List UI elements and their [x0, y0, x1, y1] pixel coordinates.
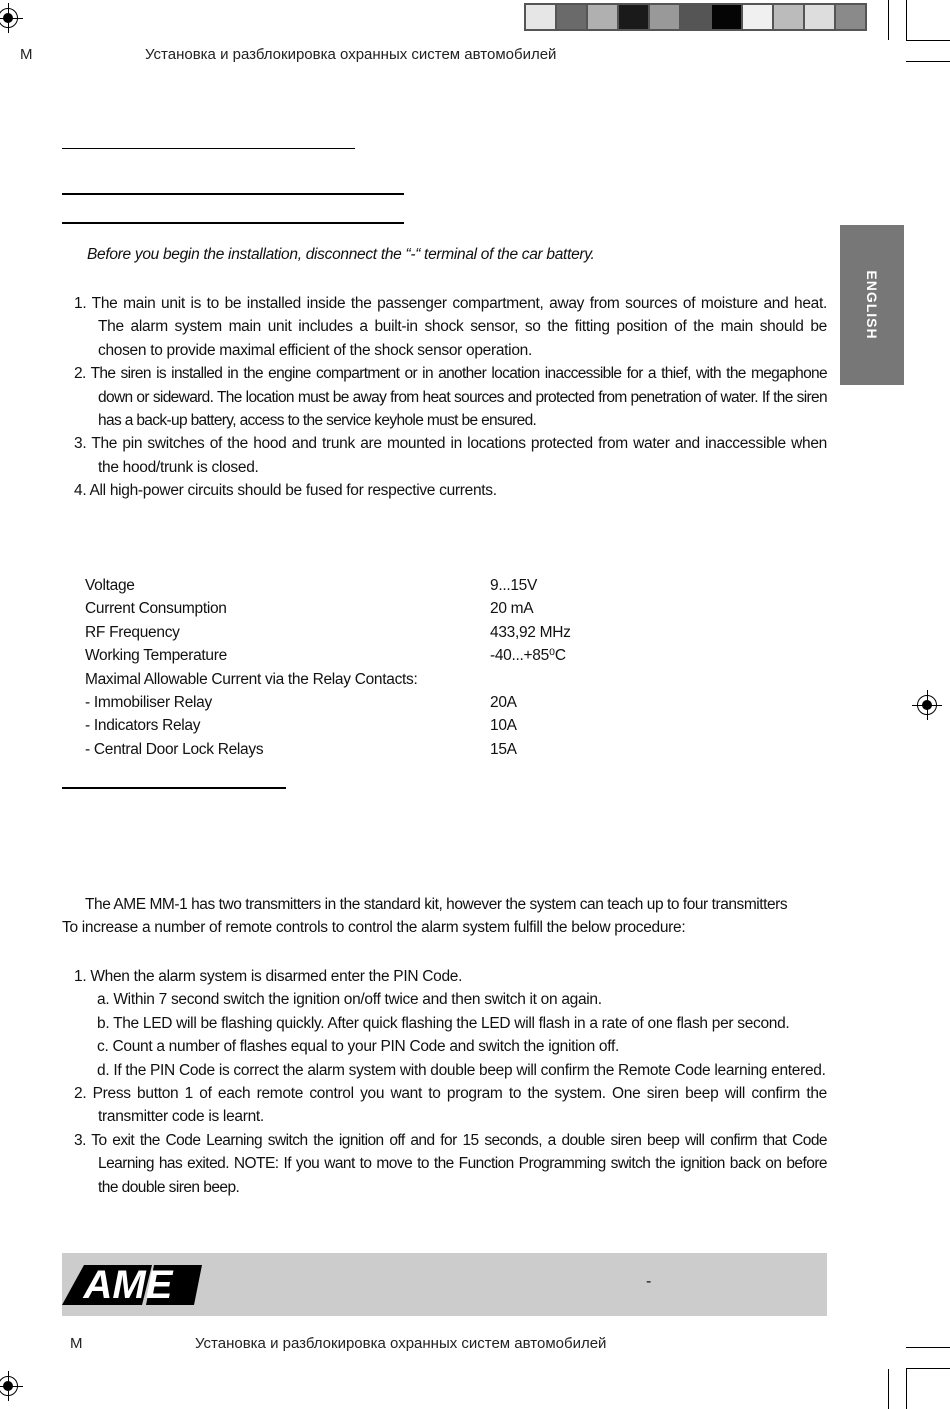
crop-mark [888, 0, 889, 40]
spec-label: - Immobiliser Relay [85, 693, 212, 711]
crop-mark [906, 1347, 950, 1348]
item-number: 4. [74, 482, 87, 500]
spec-row [85, 597, 605, 620]
procedure-step: 3. To exit the Code Learning switch the ignition off and for 15 seconds, a double siren beep will confirm that Code Learning has exited. NOTE: If you want to move to the Function Programming switch the ignition back on before the double siren beep. [74, 1131, 827, 1196]
spec-label: Current Consumption [85, 600, 227, 618]
item-text: The siren is installed in the engine compartment or in another location inaccessible for a thief, with the megaphone down or sideward. The location must be away from heat sources and protected from penetration of water. If the siren has a back-up battery, access to the service keyhole must be ensured. [90, 365, 827, 430]
spec-row [85, 738, 605, 761]
registration-mark-icon [0, 1376, 18, 1396]
spec-row [85, 621, 605, 644]
procedure-step: 2. Press button 1 of each remote control you want to program to the system. One siren beep will confirm the transmitter code is learnt. [74, 1085, 827, 1126]
footer-dash: - [646, 1273, 652, 1290]
color-swatch [526, 5, 557, 29]
procedure-substep [62, 1035, 827, 1058]
color-swatch [743, 5, 774, 29]
color-swatch [836, 5, 865, 29]
substep-text: The LED will be flashing quickly. After quick flashing the LED will flash in a rate of one flash per second. [113, 1014, 790, 1032]
spec-label: - Indicators Relay [85, 717, 201, 735]
spec-row [85, 691, 605, 714]
header-title: Установка и разблокировка охранных систем автомобилей [145, 46, 557, 63]
logo-text: AME [83, 1265, 173, 1305]
substep-letter: a. [97, 991, 110, 1009]
item-number: 3. [74, 435, 87, 453]
list-item [62, 479, 827, 502]
procedure-substep [62, 988, 827, 1011]
procedure-substep [62, 1059, 827, 1082]
spec-row [85, 714, 605, 737]
spec-label: Working Temperature [85, 647, 227, 665]
spec-label: RF Frequency [85, 623, 180, 641]
substep-text: Count a number of flashes equal to your PIN Code and switch the ignition off. [112, 1038, 619, 1056]
registration-mark-icon [917, 695, 937, 715]
installation-list [62, 292, 827, 503]
color-calibration-bar [524, 3, 867, 31]
transmitters-intro: The AME MM-1 has two transmitters in the standard kit, however the system can teach up to four transmitters [85, 896, 788, 913]
color-swatch [681, 5, 712, 29]
language-tab-label: ENGLISH [864, 270, 880, 340]
item-text: All high-power circuits should be fused for respective currents. [89, 482, 497, 500]
color-swatch [712, 5, 743, 29]
footer-title: Установка и разблокировка охранных систем автомобилей [195, 1335, 607, 1352]
spec-value: 10A [490, 717, 517, 735]
language-tab [840, 225, 904, 385]
crop-mark [906, 1368, 950, 1369]
spec-value: 20A [490, 693, 517, 711]
ame-logo [62, 1265, 202, 1305]
color-swatch [588, 5, 619, 29]
spec-row [85, 668, 605, 691]
item-text: The pin switches of the hood and trunk are mounted in locations protected from water and inaccessible when the hood/trunk is closed. [91, 435, 827, 476]
item-text: The main unit is to be installed inside the passenger compartment, away from sources of moisture and heat. The alarm system main unit includes a built-in shock sensor, so the fitting position of the main should be chosen to provide maximal efficient of the shock sensor operation. [91, 295, 827, 359]
substep-letter: c. [97, 1038, 109, 1056]
list-item [62, 292, 827, 362]
color-swatch [650, 5, 681, 29]
crop-mark [906, 0, 907, 40]
color-swatch [805, 5, 836, 29]
crop-mark [888, 1369, 889, 1409]
footer-band [62, 1253, 827, 1316]
footer-letter: M [70, 1335, 83, 1352]
item-number: 2. [74, 365, 86, 383]
crop-mark [906, 61, 950, 62]
spec-value: 20 mA [490, 600, 534, 618]
registration-mark-icon [0, 8, 18, 28]
color-swatch [557, 5, 588, 29]
substep-letter: d. [97, 1061, 110, 1079]
heading-rule [62, 787, 286, 789]
spec-value: 9...15V [490, 577, 538, 594]
spec-row [85, 644, 605, 667]
spec-label: - Central Door Lock Relays [85, 740, 264, 758]
heading-rule [62, 193, 404, 195]
substep-letter: b. [97, 1014, 110, 1032]
spec-value: -40...+85⁰C [490, 647, 566, 665]
transmitters-intro-procedure: To increase a number of remote controls to control the alarm system fulfill the below procedure: [62, 919, 686, 936]
procedure-list [62, 965, 827, 1199]
spec-row [85, 574, 605, 597]
specifications-table [85, 574, 605, 761]
color-swatch [774, 5, 805, 29]
spec-value: 15A [490, 740, 517, 758]
procedure-step: 1. When the alarm system is disarmed enter the PIN Code. [74, 968, 463, 985]
spec-label: Voltage [85, 577, 135, 594]
spec-value: 433,92 MHz [490, 623, 571, 641]
header-letter: M [20, 46, 33, 63]
heading-rule [62, 222, 404, 224]
substep-text: Within 7 second switch the ignition on/off twice and then switch it on again. [113, 991, 602, 1009]
heading-rule [62, 148, 355, 149]
crop-mark [906, 1369, 907, 1409]
procedure-substep [62, 1012, 827, 1035]
list-item [62, 362, 827, 432]
item-number: 1. [74, 295, 87, 312]
color-swatch [619, 5, 650, 29]
substep-text: If the PIN Code is correct the alarm system with double beep will confirm the Remote Code learning entered. [113, 1061, 826, 1079]
spec-label: Maximal Allowable Current via the Relay Contacts: [85, 670, 418, 688]
intro-note: Before you begin the installation, disconnect the “-“ terminal of the car battery. [87, 246, 595, 263]
crop-mark [906, 40, 950, 41]
list-item [62, 432, 827, 479]
